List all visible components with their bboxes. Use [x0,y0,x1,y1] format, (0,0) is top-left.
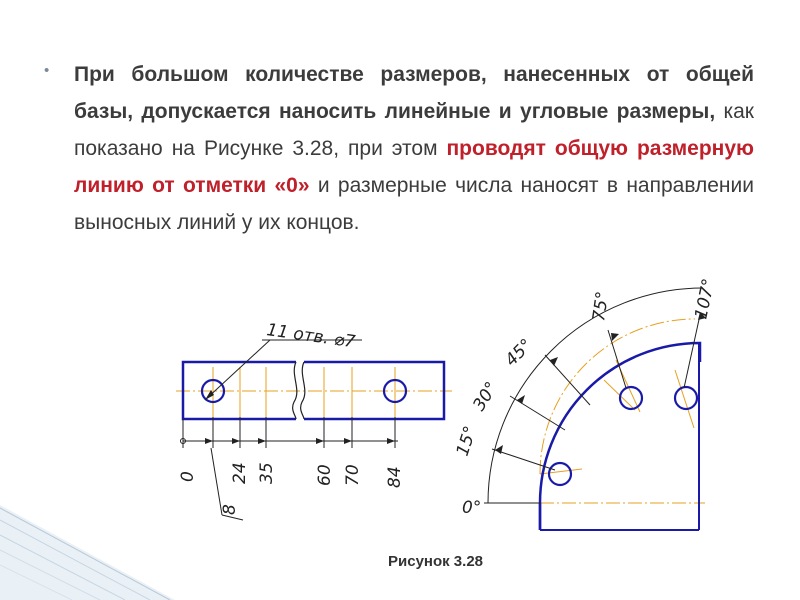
figure-caption: Рисунок 3.28 [388,553,484,570]
dim-70: 70 [343,464,363,486]
angle-15: 15° [452,423,482,459]
hole-callout: 11 отв. ⌀7 [265,320,357,353]
angle-45: 45° [501,335,537,371]
right-drawing [453,277,720,530]
dim-0: 0 [178,471,198,482]
dim-60: 60 [315,464,335,486]
angle-107: 107° [691,276,720,322]
angle-75: 75° [589,290,614,323]
bold-text: При большом количестве размеров, нанесенных от общей базы, допускается наносить линейные и угловые размеры, [74,63,754,123]
dim-24: 24 [230,462,250,484]
angle-30: 30° [469,378,503,415]
angle-0: 0° [462,498,482,518]
left-drawing [176,320,452,520]
dim-8: 8 [220,504,240,515]
dim-84: 84 [385,466,405,488]
plain-text: как показано на Рисунке 3.28, при этом [74,100,754,160]
dim-35: 35 [257,462,277,484]
corner-decoration [0,505,175,600]
red-emphasis-text: проводят общую размерную линию от отметки «0» [74,137,754,197]
bullet-marker: • [44,62,50,79]
plain-text-end: и размерные числа наносят в направлении выносных линий у их концов. [74,174,754,234]
